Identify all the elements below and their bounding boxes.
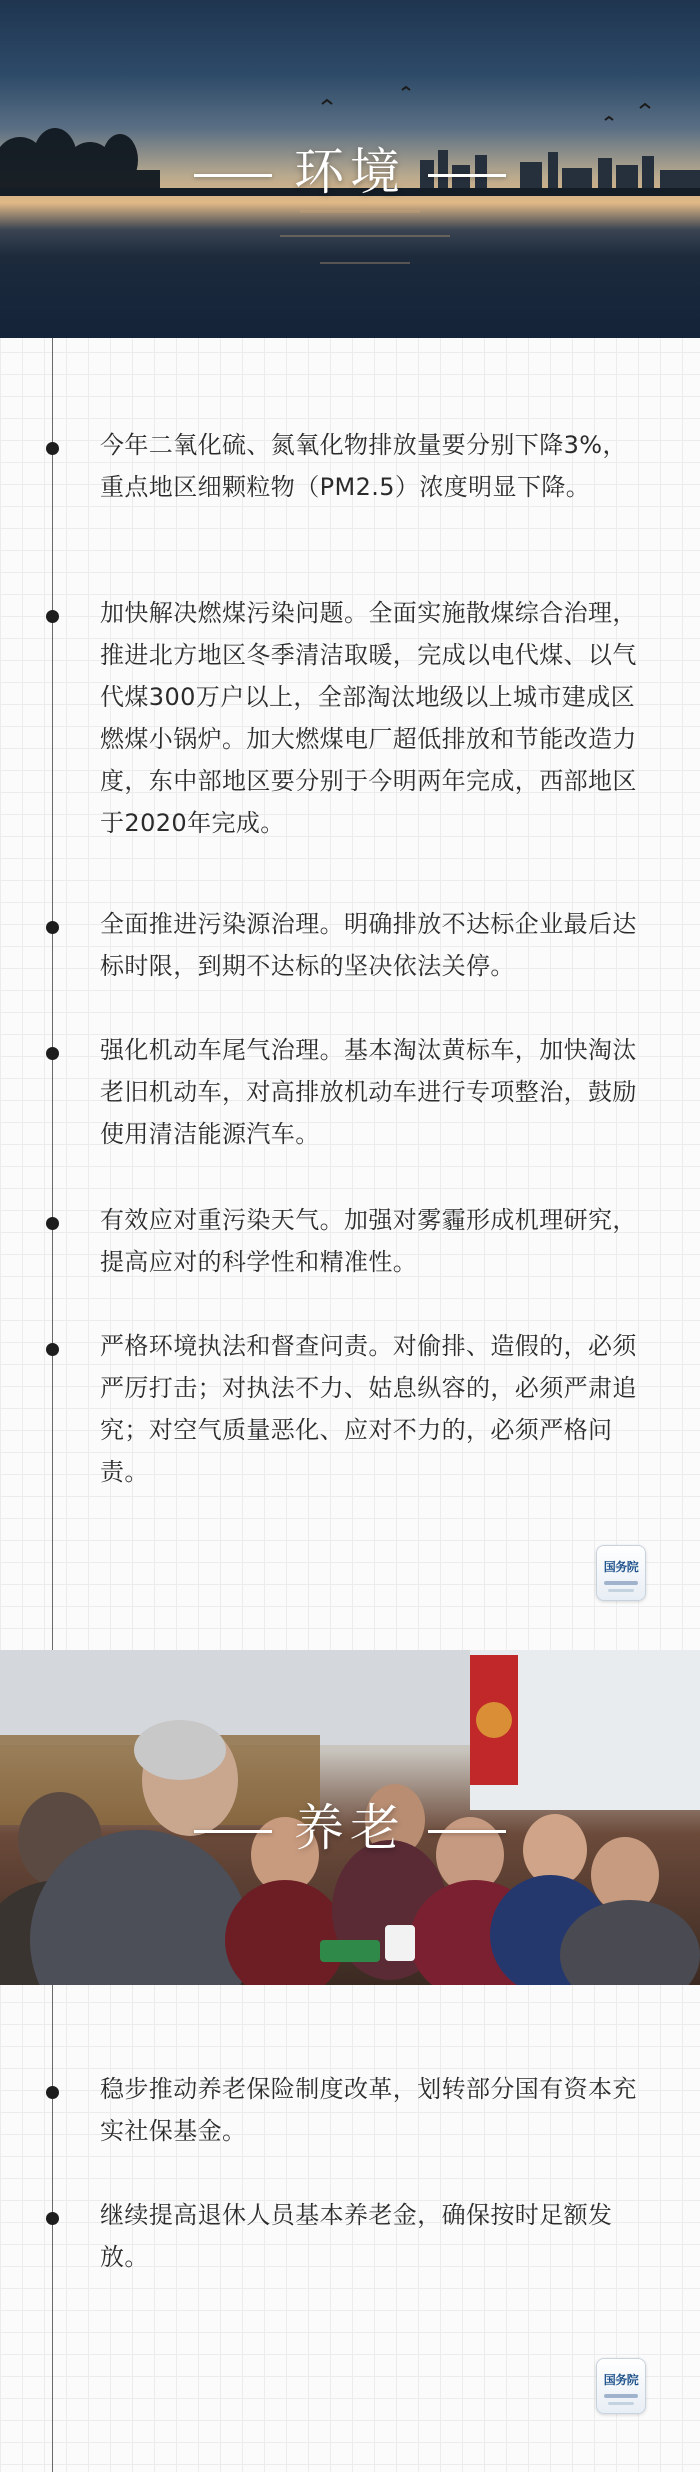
environment-timeline-line: [52, 338, 53, 1650]
environment-item: 有效应对重污染天气。加强对雾霾形成机理研究，提高应对的科学性和精准性。: [100, 1206, 637, 1276]
title-rule-left: [194, 1830, 272, 1833]
logo-stripe: [604, 1581, 638, 1585]
environment-title-text: 环境: [294, 143, 406, 201]
timeline-bullet: [46, 1343, 59, 1356]
elderly-section-title: [0, 1788, 700, 1860]
elderly-item: 稳步推动养老保险制度改革，划转部分国有资本充实社保基金。: [100, 2075, 637, 2145]
timeline-bullet: [46, 1217, 59, 1230]
elderly-banner: [0, 1650, 700, 1985]
logo-text: 国务院: [603, 2373, 639, 2387]
title-rule-left: [194, 174, 272, 177]
environment-item: 今年二氧化硫、氮氧化物排放量要分别下降3%，重点地区细颗粒物（PM2.5）浓度明显下降。: [100, 431, 627, 501]
logo-stripe: [608, 2402, 634, 2405]
timeline-bullet: [46, 610, 59, 623]
environment-item: 加快解决燃煤污染问题。全面实施散煤综合治理，推进北方地区冬季清洁取暖，完成以电代煤、以气代煤300万户以上，全部淘汰地级以上城市建成区燃煤小锅炉。加大燃煤电厂超低排放和节能改造力度，东中部地区要分别于今明两年完成，西部地区于2020年完成。: [100, 599, 637, 837]
environment-item: 严格环境执法和督查问责。对偷排、造假的，必须严厉打击；对执法不力、姑息纵容的，必须严肃追究；对空气质量恶化、应对不力的，必须严格问责。: [100, 1332, 637, 1486]
title-rule-right: [428, 174, 506, 177]
timeline-bullet: [46, 2212, 59, 2225]
state-council-logo-icon: [596, 1545, 646, 1601]
logo-text: 国务院: [603, 1560, 639, 1574]
logo-stripe: [608, 1589, 634, 1592]
timeline-bullet: [46, 1047, 59, 1060]
environment-item: 强化机动车尾气治理。基本淘汰黄标车，加快淘汰老旧机动车，对高排放机动车进行专项整治，鼓励使用清洁能源汽车。: [100, 1036, 637, 1148]
environment-item: 全面推进污染源治理。明确排放不达标企业最后达标时限，到期不达标的坚决依法关停。: [100, 910, 637, 980]
timeline-bullet: [46, 442, 59, 455]
elderly-item: 继续提高退休人员基本养老金，确保按时足额发放。: [100, 2201, 613, 2271]
environment-banner: [0, 0, 700, 338]
logo-stripe: [604, 2394, 638, 2398]
environment-section-title: [0, 132, 700, 204]
title-rule-right: [428, 1830, 506, 1833]
timeline-bullet: [46, 921, 59, 934]
timeline-bullet: [46, 2086, 59, 2099]
state-council-logo-icon: [596, 2358, 646, 2414]
elderly-timeline-line: [52, 1985, 53, 2472]
elderly-title-text: 养老: [294, 1799, 406, 1857]
